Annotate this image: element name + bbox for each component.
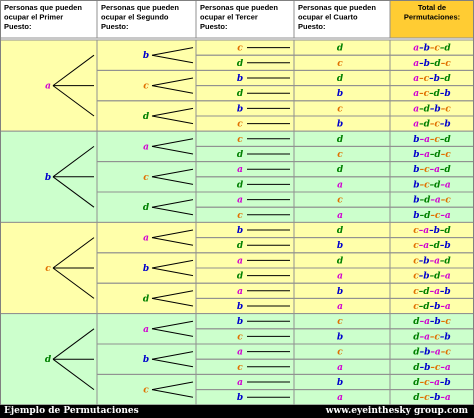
permutation-result xyxy=(413,226,451,236)
third-place-letter: b xyxy=(236,74,244,84)
permutation-separator: – xyxy=(419,150,425,160)
permutation-separator: – xyxy=(430,195,435,206)
permutation-letter: d xyxy=(434,58,441,69)
permutation-letter: d xyxy=(434,180,441,191)
footer-title: Ejemplo de Permutaciones xyxy=(4,406,139,416)
permutation-separator: – xyxy=(430,210,435,221)
permutation-separator: – xyxy=(419,104,424,115)
permutation-letter: d xyxy=(444,43,451,54)
permutation-letter: a xyxy=(423,226,430,236)
permutation-letter: b xyxy=(434,317,441,328)
fourth-place-letter: d xyxy=(336,256,344,267)
permutation-letter: b xyxy=(433,226,440,236)
permutation-result xyxy=(413,378,450,388)
permutation-letter: c xyxy=(413,302,419,312)
third-place-letter: a xyxy=(237,165,243,176)
permutation-separator: – xyxy=(439,226,445,236)
permutation-letter: d xyxy=(424,195,431,206)
permutation-separator: – xyxy=(429,302,435,312)
permutation-letter: d xyxy=(413,378,420,388)
permutation-letter: d xyxy=(444,256,451,267)
permutation-letter: b xyxy=(444,332,451,343)
fourth-place-letter: c xyxy=(337,195,343,206)
permutation-letter: c xyxy=(423,89,430,100)
header-label: Puesto: xyxy=(200,22,228,31)
footer-url: www.eyeinthesky group.com xyxy=(325,406,468,416)
permutation-letter: d xyxy=(413,332,420,343)
permutation-letter: b xyxy=(423,271,430,282)
permutation-letter: a xyxy=(434,378,440,388)
permutation-letter: a xyxy=(434,195,441,206)
permutation-letter: a xyxy=(413,58,420,69)
permutation-separator: – xyxy=(439,241,445,252)
permutation-result xyxy=(413,272,451,282)
permutation-separator: – xyxy=(429,74,434,84)
permutation-letter: b xyxy=(413,210,420,221)
third-place-letter: a xyxy=(237,286,243,297)
permutation-letter: c xyxy=(424,165,430,176)
permutation-separator: – xyxy=(419,378,425,388)
permutation-separator: – xyxy=(429,332,435,343)
fourth-place-letter: d xyxy=(336,74,344,84)
permutation-separator: – xyxy=(440,180,445,191)
fourth-place-letter: a xyxy=(337,180,343,191)
fourth-place-letter: c xyxy=(337,150,343,160)
permutation-separator: – xyxy=(440,317,446,328)
permutation-separator: – xyxy=(419,134,425,145)
permutation-result xyxy=(413,363,451,373)
permutation-separator: – xyxy=(440,302,445,312)
permutation-separator: – xyxy=(440,104,446,115)
first-place-letter: a xyxy=(45,81,51,92)
permutation-separator: – xyxy=(418,286,424,297)
permutation-letter: b xyxy=(444,241,451,252)
permutation-letter: a xyxy=(444,271,451,282)
second-place-letter: a xyxy=(143,324,149,335)
permutation-separator: – xyxy=(440,347,446,358)
permutation-separator: – xyxy=(419,119,424,130)
permutation-result xyxy=(413,348,451,358)
header-label: ocupar el Primer xyxy=(4,12,64,22)
permutation-letter: b xyxy=(434,302,441,312)
third-place-letter: c xyxy=(237,134,243,145)
second-place-letter: d xyxy=(142,294,150,305)
permutation-separator: – xyxy=(440,271,445,282)
header-label: ocupar el Segundo xyxy=(101,12,169,22)
permutation-separator: – xyxy=(439,89,445,100)
permutation-separator: – xyxy=(439,332,445,343)
permutation-separator: – xyxy=(429,226,434,236)
permutation-letter: a xyxy=(444,180,451,191)
third-place-letter: b xyxy=(236,317,244,328)
permutation-separator: – xyxy=(439,378,445,388)
second-place-letter: b xyxy=(142,51,150,62)
third-place-letter: d xyxy=(236,271,244,282)
permutation-letter: a xyxy=(413,89,420,100)
permutation-letter: d xyxy=(413,317,420,328)
second-place-letter: c xyxy=(143,385,149,396)
permutation-result xyxy=(413,302,451,312)
permutation-separator: – xyxy=(419,347,425,358)
permutation-separator: – xyxy=(419,332,425,343)
permutation-letter: c xyxy=(413,271,419,282)
permutation-result xyxy=(413,104,451,114)
permutation-separator: – xyxy=(419,317,425,328)
permutation-separator: – xyxy=(439,43,445,54)
permutation-letter: b xyxy=(413,165,420,176)
third-place-letter: c xyxy=(237,43,243,54)
permutation-letter: b xyxy=(434,393,441,404)
permutation-letter: a xyxy=(434,256,440,267)
permutation-result xyxy=(413,120,450,130)
permutation-letter: b xyxy=(413,195,420,206)
permutation-letter: b xyxy=(444,89,451,100)
permutation-letter: c xyxy=(445,195,451,206)
permutation-separator: – xyxy=(429,317,435,328)
header-label: Puesto: xyxy=(101,22,129,31)
header-label: Permutaciones: xyxy=(403,12,461,22)
permutation-letter: c xyxy=(413,241,419,252)
permutation-result xyxy=(413,332,450,342)
third-place-letter: b xyxy=(236,393,244,404)
fourth-place-letter: a xyxy=(337,302,343,312)
permutation-separator: – xyxy=(419,195,425,206)
fourth-place-letter: c xyxy=(337,104,343,115)
fourth-place-letter: d xyxy=(336,226,344,236)
permutation-letter: d xyxy=(423,286,430,297)
permutation-letter: a xyxy=(444,362,451,373)
permutation-letter: a xyxy=(434,165,440,176)
permutation-letter: d xyxy=(434,150,441,160)
permutation-letter: c xyxy=(434,210,441,221)
permutation-separator: – xyxy=(419,43,424,54)
permutation-letter: c xyxy=(423,74,430,84)
permutation-letter: d xyxy=(423,104,430,115)
permutation-result xyxy=(413,211,451,221)
third-place-letter: a xyxy=(237,195,243,206)
permutation-separator: – xyxy=(440,150,446,160)
permutation-letter: d xyxy=(423,302,430,312)
permutation-separator: – xyxy=(439,119,445,130)
permutation-letter: c xyxy=(445,317,451,328)
header-label: ocupar el Tercer xyxy=(200,12,258,22)
permutation-letter: c xyxy=(413,286,419,297)
fourth-place-letter: b xyxy=(336,332,344,343)
permutation-letter: b xyxy=(423,43,430,54)
third-place-letter: d xyxy=(236,89,244,100)
permutation-letter: a xyxy=(424,332,430,343)
header-label: ocupar el Cuarto xyxy=(298,12,358,22)
permutation-letter: b xyxy=(423,256,430,267)
permutation-result xyxy=(413,135,451,145)
permutation-result xyxy=(413,59,451,69)
third-place-letter: d xyxy=(236,150,244,160)
permutation-letter: d xyxy=(444,165,451,176)
permutation-letter: d xyxy=(444,134,451,145)
permutation-letter: c xyxy=(413,256,419,267)
permutation-separator: – xyxy=(439,134,445,145)
fourth-place-letter: a xyxy=(337,362,343,373)
fourth-place-letter: c xyxy=(337,347,343,358)
permutation-letter: b xyxy=(444,119,451,130)
permutation-letter: d xyxy=(413,362,420,373)
permutation-letter: c xyxy=(434,332,440,343)
permutation-separator: – xyxy=(419,210,425,221)
third-place-letter: a xyxy=(237,256,243,267)
footer-bar xyxy=(0,405,474,418)
second-place-letter: d xyxy=(142,203,150,214)
second-place-letter: c xyxy=(143,172,149,183)
third-place-letter: b xyxy=(236,104,244,115)
permutation-separator: – xyxy=(429,256,435,267)
permutation-result xyxy=(413,393,451,403)
permutation-letter: a xyxy=(444,393,451,404)
permutation-letter: a xyxy=(434,286,440,297)
permutation-separator: – xyxy=(429,43,435,54)
header-label: Puesto: xyxy=(4,22,32,31)
permutation-separator: – xyxy=(418,271,424,282)
third-place-letter: d xyxy=(236,241,244,252)
permutation-letter: b xyxy=(413,150,420,160)
permutation-letter: b xyxy=(424,362,431,373)
permutation-letter: c xyxy=(434,134,440,145)
permutation-letter: a xyxy=(424,317,430,328)
permutation-separator: – xyxy=(419,165,425,176)
permutation-letter: b xyxy=(413,180,420,191)
permutation-letter: b xyxy=(413,134,420,145)
permutation-letter: a xyxy=(434,347,441,358)
third-place-letter: c xyxy=(237,210,243,221)
permutation-separator: – xyxy=(429,378,435,388)
third-place-letter: b xyxy=(236,302,244,312)
permutation-separator: – xyxy=(429,134,435,145)
header-label: Total de xyxy=(417,3,447,12)
permutation-result xyxy=(413,165,451,175)
second-place-letter: d xyxy=(142,112,150,122)
fourth-place-letter: b xyxy=(336,286,344,297)
fourth-place-letter: b xyxy=(336,89,344,100)
permutation-result xyxy=(413,256,451,266)
second-place-letter: b xyxy=(142,264,150,274)
permutation-letter: d xyxy=(423,119,430,130)
permutation-result xyxy=(413,74,451,84)
permutation-letter: a xyxy=(423,241,430,252)
header-label: Personas que pueden xyxy=(101,3,179,12)
third-place-letter: a xyxy=(237,378,243,388)
permutation-letter: c xyxy=(424,378,430,388)
permutation-separator: – xyxy=(419,393,425,404)
permutation-separator: – xyxy=(430,347,435,358)
second-place-letter: c xyxy=(143,81,149,92)
fourth-place-letter: d xyxy=(336,43,344,54)
header-label: Personas que pueden xyxy=(298,3,376,12)
permutation-separator: – xyxy=(440,362,445,373)
permutation-letter: a xyxy=(413,119,420,130)
permutation-letter: b xyxy=(423,58,430,69)
permutation-letter: d xyxy=(444,226,451,236)
third-place-letter: c xyxy=(237,332,243,343)
permutation-letter: b xyxy=(433,74,440,84)
permutation-letter: d xyxy=(444,74,451,84)
third-place-letter: d xyxy=(236,180,244,191)
permutation-separator: – xyxy=(429,393,435,404)
permutation-letter: b xyxy=(424,347,431,358)
first-place-letter: c xyxy=(45,264,51,274)
fourth-place-letter: d xyxy=(336,134,344,145)
permutation-letter: c xyxy=(445,150,451,160)
permutation-letter: a xyxy=(424,150,430,160)
permutation-letter: c xyxy=(434,119,440,130)
third-place-letter: c xyxy=(237,119,243,130)
first-place-letter: b xyxy=(44,172,52,183)
permutation-letter: c xyxy=(434,362,441,373)
permutation-letter: c xyxy=(445,347,451,358)
permutation-separator: – xyxy=(419,180,425,191)
permutation-letter: a xyxy=(413,43,420,54)
permutation-separator: – xyxy=(418,256,424,267)
third-place-letter: b xyxy=(236,226,244,236)
permutation-letter: d xyxy=(413,347,420,358)
permutation-letter: c xyxy=(445,104,451,115)
fourth-place-letter: c xyxy=(337,317,343,328)
permutation-separator: – xyxy=(419,74,424,84)
permutation-letter: d xyxy=(413,393,420,404)
header-label: Personas que pueden xyxy=(4,3,82,12)
permutation-separator: – xyxy=(418,226,424,236)
header-label: Personas que pueden xyxy=(200,3,278,12)
permutation-result xyxy=(413,196,451,206)
permutation-separator: – xyxy=(439,286,445,297)
permutation-letter: c xyxy=(434,43,440,54)
fourth-place-letter: c xyxy=(337,58,343,69)
permutation-separator: – xyxy=(429,58,435,69)
third-place-letter: d xyxy=(236,58,244,69)
fourth-place-letter: a xyxy=(337,271,343,282)
third-place-letter: c xyxy=(237,362,243,373)
fourth-place-letter: a xyxy=(337,210,343,221)
permutation-result xyxy=(413,44,451,54)
permutation-result xyxy=(413,150,451,160)
permutation-letter: b xyxy=(444,378,451,388)
permutation-result xyxy=(413,241,450,251)
permutation-letter: a xyxy=(413,104,420,115)
header-label: Puesto: xyxy=(298,22,326,31)
permutation-separator: – xyxy=(429,180,435,191)
fourth-place-letter: b xyxy=(336,241,344,252)
fourth-place-letter: b xyxy=(336,378,344,388)
permutation-letter: d xyxy=(434,271,441,282)
permutation-letter: a xyxy=(424,134,430,145)
permutation-separator: – xyxy=(440,393,445,404)
permutation-letter: c xyxy=(445,58,451,69)
permutation-letter: d xyxy=(424,210,431,221)
permutation-letter: c xyxy=(424,393,430,404)
permutation-separator: – xyxy=(419,58,424,69)
fourth-place-letter: b xyxy=(336,119,344,130)
permutation-separator: – xyxy=(429,89,434,100)
permutation-separator: – xyxy=(429,150,435,160)
permutation-separator: – xyxy=(429,286,435,297)
permutation-result xyxy=(413,89,450,99)
fourth-place-letter: a xyxy=(337,393,343,404)
permutation-separator: – xyxy=(419,362,425,373)
permutation-separator: – xyxy=(419,89,424,100)
permutation-separator: – xyxy=(418,302,424,312)
permutation-separator: – xyxy=(418,241,424,252)
permutation-separator: – xyxy=(440,58,446,69)
permutation-letter: a xyxy=(413,74,420,84)
permutation-separator: – xyxy=(429,119,435,130)
first-place-letter: d xyxy=(44,355,52,366)
permutation-separator: – xyxy=(440,210,445,221)
permutation-result xyxy=(413,287,450,297)
permutation-result xyxy=(413,180,451,190)
third-place-letter: a xyxy=(237,347,243,358)
permutation-result xyxy=(413,317,451,327)
permutation-letter: c xyxy=(413,226,419,236)
permutation-separator: – xyxy=(430,362,435,373)
permutation-letter: b xyxy=(444,286,451,297)
second-place-letter: a xyxy=(143,233,149,244)
permutation-separator: – xyxy=(429,104,435,115)
permutation-separator: – xyxy=(429,165,435,176)
permutation-separator: – xyxy=(429,241,434,252)
permutation-letter: d xyxy=(433,241,440,252)
second-place-letter: b xyxy=(142,355,150,366)
permutation-letter: b xyxy=(434,104,441,115)
permutation-separator: – xyxy=(439,256,445,267)
permutation-letter: d xyxy=(433,89,440,100)
fourth-place-letter: d xyxy=(336,165,344,176)
permutation-letter: a xyxy=(444,210,451,221)
permutation-separator: – xyxy=(429,271,435,282)
permutation-separator: – xyxy=(440,195,446,206)
permutation-letter: a xyxy=(444,302,451,312)
second-place-letter: a xyxy=(143,142,149,153)
permutation-separator: – xyxy=(439,165,445,176)
permutation-separator: – xyxy=(439,74,445,84)
permutation-letter: c xyxy=(424,180,430,191)
